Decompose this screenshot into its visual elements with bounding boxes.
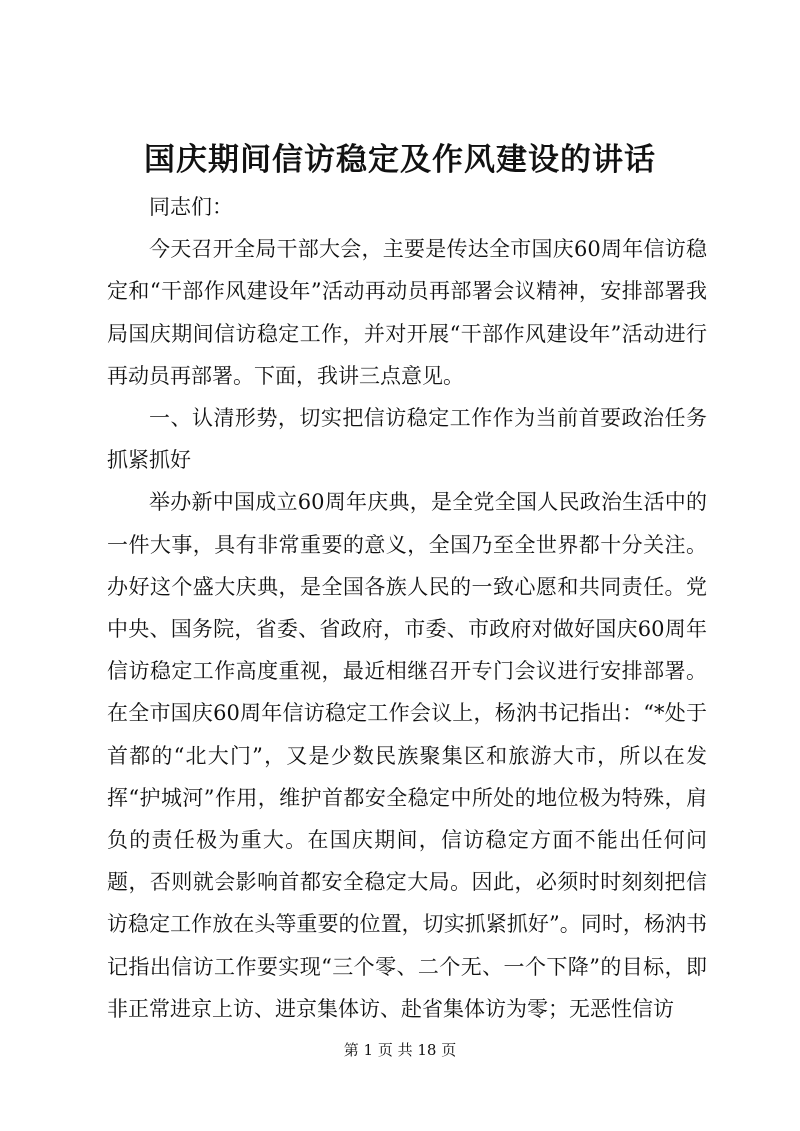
document-body bbox=[107, 186, 707, 1030]
salutation-paragraph: 同志们： bbox=[149, 195, 233, 219]
section-1-paragraph: 举办新中国成立60周年庆典，是全党全国人民政治生活中的一件大事，具有非常重要的意义，全国乃至全世界都十分关注。办好这个盛大庆典，是全国各族人民的一致心愿和共同责任。党中央、国务院，省委、省政府，市委、市政府对做好国庆60周年信访稳定工作高度重视，最近相继召开专门会议进行安排部署。在全市国庆60周年信访稳定工作会议上，杨汭书记指出：“*处于首都的“北大门”，又是少数民族聚集区和旅游大市，所以在发挥“护城河”作用，维护首都安全稳定中所处的地位极为特殊，肩负的责任极为重大。在国庆期间，信访稳定方面不能出任何问题，否则就会影响首都安全稳定大局。因此，必须时时刻刻把信访稳定工作放在头等重要的位置，切实抓紧抓好”。同时，杨汭书记指出信访工作要实现“三个零、二个无、一个下降”的目标，即非正常进京上访、进京集体访、赴省集体访为零；无恶性信访 bbox=[107, 490, 707, 1021]
page-number-footer: 第 1 页 共 18 页 bbox=[343, 1041, 457, 1059]
section-heading-1: 一、认清形势，切实把信访稳定工作作为当前首要政治任务抓紧抓好 bbox=[107, 406, 707, 473]
document-title: 国庆期间信访稳定及作风建设的讲话 bbox=[144, 142, 656, 178]
intro-paragraph: 今天召开全局干部大会，主要是传达全市国庆60周年信访稳定和“干部作风建设年”活动再动员再部署会议精神，安排部署我局国庆期间信访稳定工作，并对开展“干部作风建设年”活动进行再动员再部署。下面，我讲三点意见。 bbox=[107, 237, 707, 388]
